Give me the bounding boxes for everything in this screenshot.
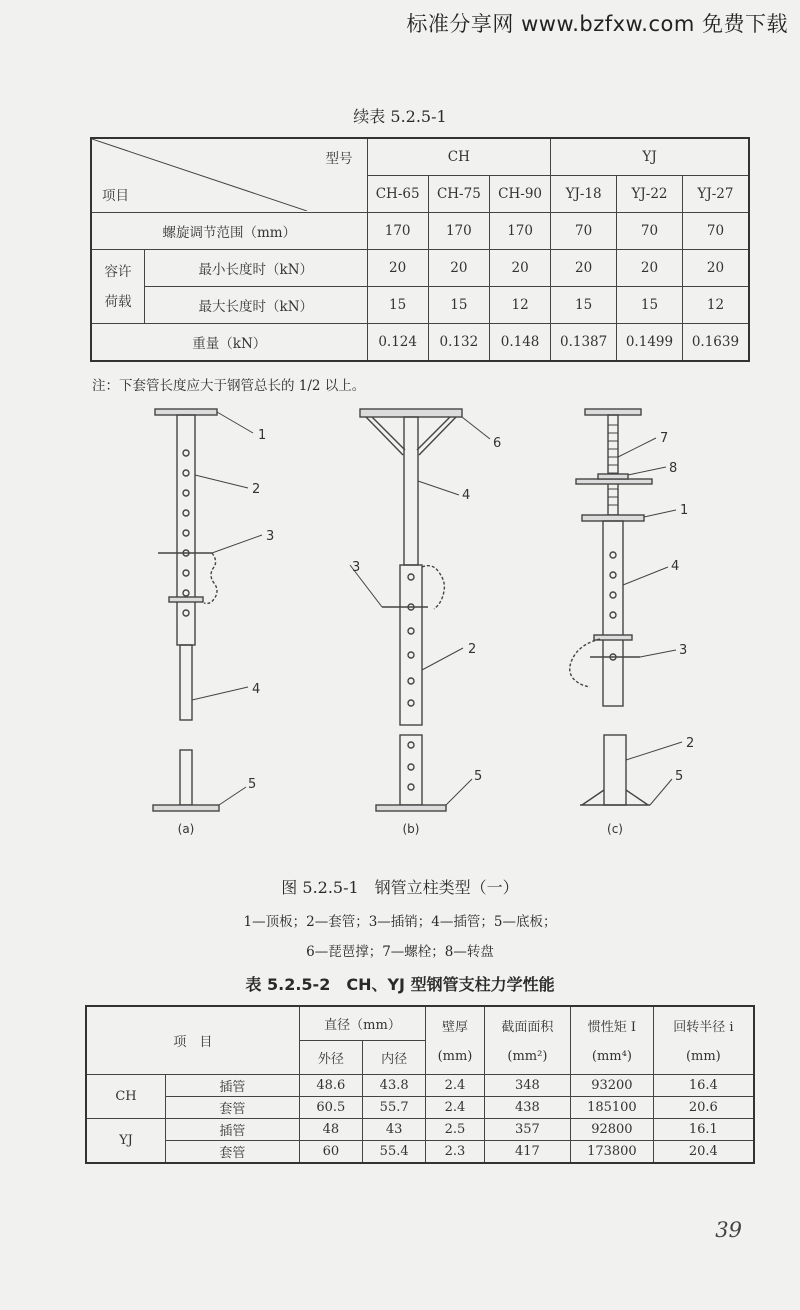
- table-cell: 0.124: [367, 324, 428, 362]
- table-cell: 20: [682, 250, 749, 287]
- steel-prop-figure: [0, 395, 800, 845]
- table1-caption: 续表 5.2.5-1: [353, 107, 447, 126]
- table-cell: 20: [489, 250, 550, 287]
- table-cell: 92800: [571, 1118, 654, 1140]
- head-item: 项 目: [86, 1006, 299, 1074]
- table-cell: 2.4: [426, 1096, 484, 1118]
- head-gyration-radius: [653, 1006, 754, 1074]
- callout-3: 3: [266, 529, 275, 544]
- table-cell: 48: [299, 1118, 362, 1140]
- group-header-yj: YJ: [551, 138, 749, 176]
- corner-model-label: 型号: [325, 151, 353, 167]
- table2-caption: 表 5.2.5-2 CH、YJ 型钢管支柱力学性能: [245, 975, 555, 994]
- table-cell: 43.8: [363, 1074, 426, 1096]
- part-label: 套管: [166, 1140, 300, 1163]
- table-cell: 12: [489, 287, 550, 324]
- table-cell: 70: [617, 213, 683, 250]
- table-cell: 15: [428, 287, 489, 324]
- table-cell: 12: [682, 287, 749, 324]
- page-number: 39: [715, 1218, 742, 1242]
- row-label-allowable-load: [91, 250, 145, 324]
- table-cell: 170: [428, 213, 489, 250]
- callout-2: 2: [468, 642, 477, 657]
- table-cell: 0.1387: [551, 324, 617, 362]
- row-label-range: 螺旋调节范围（mm）: [91, 213, 367, 250]
- callout-1: 1: [680, 503, 689, 518]
- callout-3: 3: [352, 560, 361, 575]
- table-cell: 15: [551, 287, 617, 324]
- table-cell: 438: [484, 1096, 570, 1118]
- table-cell: 20.4: [653, 1140, 754, 1163]
- table-mechanical-properties: [85, 1005, 755, 1164]
- table-cell: 60.5: [299, 1096, 362, 1118]
- prop-c-drawing: [570, 409, 682, 805]
- table-cell: 348: [484, 1074, 570, 1096]
- row-label-weight: 重量（kN）: [91, 324, 367, 362]
- row-label-max-length: 最大长度时（kN）: [145, 287, 368, 324]
- head-diameter: 直径（mm）: [299, 1006, 426, 1040]
- group-label-ch: CH: [86, 1074, 166, 1118]
- head-inertia-line2: (mm⁴): [591, 1049, 632, 1065]
- head-area-line1: 截面面积: [501, 1020, 554, 1036]
- table-cell: 417: [484, 1140, 570, 1163]
- model-header: CH-75: [428, 176, 489, 213]
- group-header-ch: CH: [367, 138, 551, 176]
- row-label-min-length: 最小长度时（kN）: [145, 250, 368, 287]
- part-label: 套管: [166, 1096, 300, 1118]
- prop-a-drawing: [153, 409, 262, 811]
- figure-caption: 图 5.2.5-1 钢管立柱类型（一）: [281, 878, 519, 897]
- table-cell: 20: [428, 250, 489, 287]
- head-wall-line1: 壁厚: [441, 1020, 468, 1036]
- figure-legend-line2: 6—琵琶撑；7—螺栓；8—转盘: [306, 944, 494, 960]
- table-cell: 55.7: [363, 1096, 426, 1118]
- table-cell: 70: [682, 213, 749, 250]
- table-cell: 16.4: [653, 1074, 754, 1096]
- callout-4: 4: [252, 682, 261, 697]
- head-radius-line2: (mm): [685, 1049, 721, 1065]
- head-area-line2: (mm²): [507, 1049, 548, 1065]
- head-section-area: [484, 1006, 570, 1074]
- table-cell: 2.3: [426, 1140, 484, 1163]
- subfigure-label-a: (a): [177, 822, 195, 836]
- model-header: CH-65: [367, 176, 428, 213]
- prop-b-drawing: [350, 409, 490, 811]
- table-cell: 55.4: [363, 1140, 426, 1163]
- callout-3: 3: [679, 643, 688, 658]
- callout-4: 4: [462, 488, 471, 503]
- table-cell: 16.1: [653, 1118, 754, 1140]
- group-label-yj: YJ: [86, 1118, 166, 1163]
- allow-label-line1: 容许: [104, 263, 132, 280]
- allow-label-line2: 荷载: [104, 293, 132, 310]
- table1-corner-cell: [91, 138, 367, 213]
- callout-5: 5: [474, 769, 483, 784]
- head-inner-diameter: 内径: [363, 1040, 426, 1074]
- head-inertia-line1: 惯性矩 I: [587, 1020, 637, 1036]
- callout-5: 5: [675, 769, 684, 784]
- model-header: YJ-27: [682, 176, 749, 213]
- callout-4: 4: [671, 559, 680, 574]
- part-label: 插管: [166, 1074, 300, 1096]
- part-label: 插管: [166, 1118, 300, 1140]
- table-cell: 15: [367, 287, 428, 324]
- table-cell: 2.4: [426, 1074, 484, 1096]
- table-cell: 0.1639: [682, 324, 749, 362]
- subfigure-label-c: (c): [607, 822, 623, 836]
- callout-6: 6: [493, 436, 502, 451]
- table-cell: 0.1499: [617, 324, 683, 362]
- callout-2: 2: [686, 736, 695, 751]
- table-cell: 185100: [571, 1096, 654, 1118]
- table-cell: 2.5: [426, 1118, 484, 1140]
- model-header: YJ-18: [551, 176, 617, 213]
- table1-note: 注：下套管长度应大于钢管总长的 1/2 以上。: [92, 378, 366, 394]
- model-header: CH-90: [489, 176, 550, 213]
- head-outer-diameter: 外径: [299, 1040, 362, 1074]
- table-cell: 173800: [571, 1140, 654, 1163]
- corner-item-label: 项目: [102, 188, 129, 204]
- model-header: YJ-22: [617, 176, 683, 213]
- table-cell: 20: [551, 250, 617, 287]
- table-cell: 43: [363, 1118, 426, 1140]
- callout-8: 8: [669, 461, 678, 476]
- table-load-capacity: [90, 137, 750, 362]
- head-wall-line2: (mm): [437, 1049, 473, 1065]
- table-cell: 357: [484, 1118, 570, 1140]
- table-cell: 0.148: [489, 324, 550, 362]
- head-wall-thickness: [426, 1006, 484, 1074]
- head-moment-inertia: [571, 1006, 654, 1074]
- table-cell: 20: [617, 250, 683, 287]
- table-cell: 170: [489, 213, 550, 250]
- callout-7: 7: [660, 431, 669, 446]
- table-cell: 20: [367, 250, 428, 287]
- table-cell: 93200: [571, 1074, 654, 1096]
- table-cell: 20.6: [653, 1096, 754, 1118]
- callout-5: 5: [248, 777, 257, 792]
- subfigure-label-b: (b): [402, 822, 420, 836]
- callout-1: 1: [258, 428, 267, 443]
- callout-2: 2: [252, 482, 261, 497]
- table-cell: 48.6: [299, 1074, 362, 1096]
- watermark-text: 标准分享网 www.bzfxw.com 免费下载: [406, 12, 788, 36]
- table-cell: 70: [551, 213, 617, 250]
- table-cell: 170: [367, 213, 428, 250]
- table-cell: 0.132: [428, 324, 489, 362]
- table-cell: 15: [617, 287, 683, 324]
- head-radius-line1: 回转半径 i: [673, 1020, 734, 1036]
- table-cell: 60: [299, 1140, 362, 1163]
- figure-legend-line1: 1—顶板；2—套管；3—插销；4—插管；5—底板；: [243, 914, 557, 930]
